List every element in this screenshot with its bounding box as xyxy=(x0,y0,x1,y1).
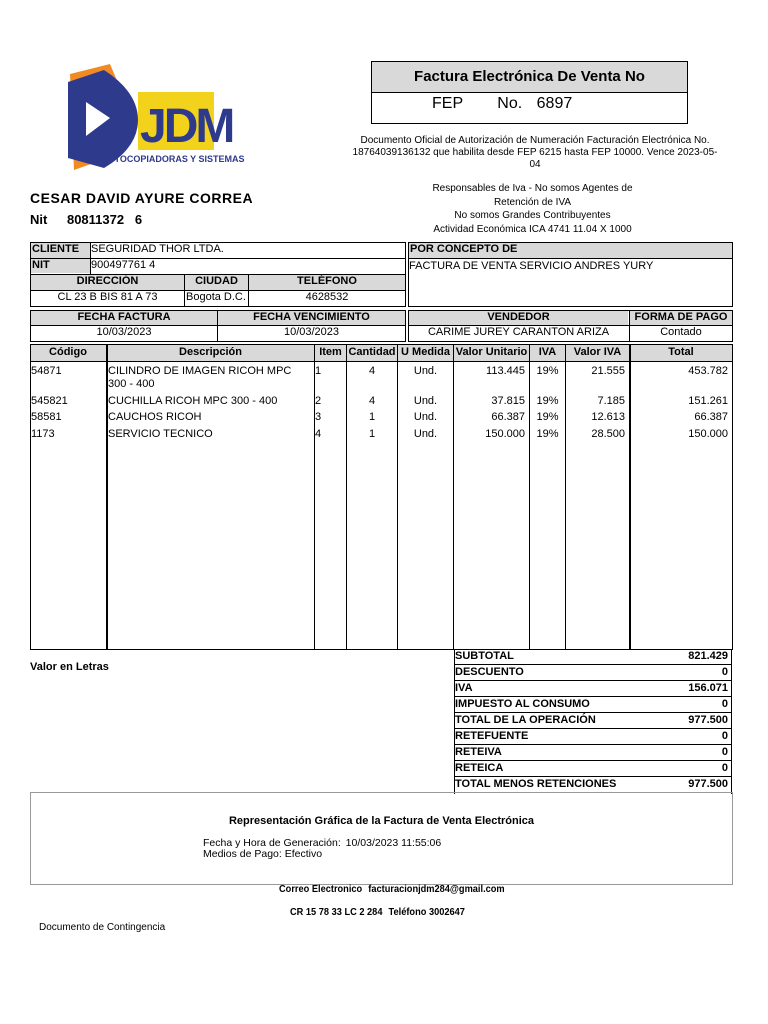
nit-label: NIT xyxy=(31,259,90,273)
invoice-number-line xyxy=(432,95,572,113)
telefono-value: 4628532 xyxy=(305,291,349,303)
authorization-line-2: 18764039136132 que habilita desde FEP 6215 hasta FEP 10000. Vence 2023-05- xyxy=(352,147,718,158)
subtotal-value: 821.429 xyxy=(688,650,728,662)
fecha-factura-label: FECHA FACTURA xyxy=(31,311,217,325)
iva-value: 156.071 xyxy=(688,682,728,694)
footer-email-value: facturacionjdm284@gmail.com xyxy=(368,883,505,895)
row-descripcion: CAUCHOS RICOH xyxy=(108,411,202,423)
row-descripcion: CUCHILLA RICOH MPC 300 - 400 xyxy=(108,395,278,407)
row-valor-iva: 12.613 xyxy=(591,411,625,423)
row-valor-iva: 28.500 xyxy=(591,428,625,440)
row-cantidad: 1 xyxy=(368,428,376,440)
row-cantidad: 4 xyxy=(368,365,376,377)
invoice-prefix: FEP xyxy=(432,95,463,112)
vendedor-label: VENDEDOR xyxy=(409,311,628,325)
header-valor-iva: Valor IVA xyxy=(573,346,622,358)
row-item: 4 xyxy=(315,428,322,440)
cliente-value: SEGURIDAD THOR LTDA. xyxy=(91,243,224,255)
row-total: 66.387 xyxy=(694,411,728,423)
reteiva-value: 0 xyxy=(721,746,728,758)
row-descripcion: SERVICIO TECNICO xyxy=(108,428,213,440)
tax-info-line-2: Retención de IVA xyxy=(493,196,572,208)
issuer-nit-label: Nit xyxy=(30,212,48,227)
impuesto-consumo-label: IMPUESTO AL CONSUMO xyxy=(455,698,590,710)
row-valor-iva: 7.185 xyxy=(597,395,625,407)
row-iva: 19% xyxy=(536,411,559,423)
footer-email xyxy=(279,883,505,895)
row-codigo: 58581 xyxy=(31,411,62,423)
reteica-value: 0 xyxy=(721,762,728,774)
ciudad-label: CIUDAD xyxy=(185,275,248,290)
header-valor-unitario: Valor Unitario xyxy=(455,346,528,358)
invoice-title-box xyxy=(371,61,688,124)
row-codigo: 545821 xyxy=(31,395,68,407)
authorization-line-3: 04 xyxy=(529,159,541,170)
tax-info xyxy=(400,182,665,236)
iva-label: IVA xyxy=(455,682,473,694)
row-total: 453.782 xyxy=(688,365,728,377)
header-codigo: Código xyxy=(49,346,87,358)
totals-row-reteica xyxy=(454,761,732,777)
invoice-no-label: No. xyxy=(497,95,523,112)
retefuente-label: RETEFUENTE xyxy=(455,730,529,742)
totals-row-reteiva xyxy=(454,745,732,761)
row-umedida: Und. xyxy=(413,411,438,423)
row-valor-iva: 21.555 xyxy=(591,365,625,377)
total-operacion-value: 977.500 xyxy=(688,714,728,726)
logo-tagline: FOTOCOPIADORAS Y SISTEMAS xyxy=(102,154,245,164)
forma-pago-value: Contado xyxy=(660,326,702,338)
representation-title: Representación Gráfica de la Factura de Venta Electrónica xyxy=(228,815,535,827)
footer-phone-value: 3002647 xyxy=(428,906,465,918)
row-valor-unitario: 66.387 xyxy=(491,411,525,423)
cliente-label: CLIENTE xyxy=(31,243,90,258)
tax-info-line-4: Actividad Económica ICA 4741 11.04 X 1000 xyxy=(433,223,632,235)
header-iva: IVA xyxy=(538,346,557,358)
invoice-number: 6897 xyxy=(536,95,573,112)
totals-row-total-operacion xyxy=(454,713,732,729)
generation-date-label: Fecha y Hora de Generación: xyxy=(203,837,341,849)
authorization-line-1: Documento Oficial de Autorización de Numeración Facturación Electrónica No. xyxy=(360,135,710,146)
generation-date-value: 10/03/2023 11:55:06 xyxy=(345,837,442,849)
medios-pago-value: Efectivo xyxy=(284,848,323,860)
descuento-label: DESCUENTO xyxy=(455,666,524,678)
tax-info-line-1: Responsables de Iva - No somos Agentes de xyxy=(432,183,633,194)
footer-address xyxy=(290,906,465,918)
issuer-nit-value: 80811372 6 xyxy=(66,212,143,227)
totals-row-total-menos-retenciones xyxy=(454,777,732,793)
row-cantidad: 4 xyxy=(368,395,376,407)
contingency-note: Documento de Contingencia xyxy=(39,922,166,933)
total-menos-retenciones-label: TOTAL MENOS RETENCIONES xyxy=(455,778,617,790)
totals-row-descuento xyxy=(454,665,732,681)
row-codigo: 1173 xyxy=(31,428,55,440)
telefono-label: TELÉFONO xyxy=(249,275,405,290)
reteica-label: RETEICA xyxy=(455,762,504,774)
row-total: 151.261 xyxy=(688,395,728,407)
header-item: Item xyxy=(319,346,342,358)
issuer-name: CESAR DAVID AYURE CORREA xyxy=(30,190,254,206)
row-descripcion-cont: 300 - 400 xyxy=(108,378,155,390)
tax-info-line-3: No somos Grandes Contribuyentes xyxy=(454,210,611,221)
row-iva: 19% xyxy=(536,365,559,377)
row-cantidad: 1 xyxy=(368,411,376,423)
footer-phone-label: Teléfono xyxy=(388,906,427,918)
descuento-value: 0 xyxy=(721,666,728,678)
vendedor-value: CARIME JUREY CARANTON ARIZA xyxy=(427,326,610,338)
totals-row-retefuente xyxy=(454,729,732,745)
total-operacion-label: TOTAL DE LA OPERACIÓN xyxy=(455,714,596,726)
fecha-vencimiento-value: 10/03/2023 xyxy=(283,326,340,338)
footer-email-label: Correo Electronico xyxy=(279,883,363,895)
nit-value: 900497761 4 xyxy=(91,259,156,271)
row-item: 3 xyxy=(315,411,322,423)
row-umedida: Und. xyxy=(413,395,438,407)
row-umedida: Und. xyxy=(413,365,438,377)
invoice-title: Factura Electrónica De Venta No xyxy=(372,62,687,93)
fecha-vencimiento-label: FECHA VENCIMIENTO xyxy=(218,311,405,325)
totals-row-impuesto-consumo xyxy=(454,697,732,713)
row-iva: 19% xyxy=(536,428,559,440)
subtotal-label: SUBTOTAL xyxy=(455,650,514,662)
row-item: 2 xyxy=(315,395,322,407)
row-umedida: Und. xyxy=(413,428,438,440)
header-total: Total xyxy=(668,346,694,358)
company-logo xyxy=(64,62,245,174)
totals-row-subtotal xyxy=(454,649,732,665)
concepto-value: FACTURA DE VENTA SERVICIO ANDRES YURY xyxy=(409,260,654,272)
medios-pago xyxy=(203,848,322,860)
issuer-nit xyxy=(30,212,142,227)
forma-pago-label: FORMA DE PAGO xyxy=(630,311,732,325)
row-iva: 19% xyxy=(536,395,559,407)
total-menos-retenciones-value: 977.500 xyxy=(688,778,728,790)
footer-address-value: CR 15 78 33 LC 2 284 xyxy=(290,906,383,918)
authorization-text xyxy=(340,135,730,171)
direccion-label: DIRECCIÓN xyxy=(31,275,184,290)
row-descripcion: CILINDRO DE IMAGEN RICOH MPC xyxy=(108,365,292,377)
row-valor-unitario: 150.000 xyxy=(485,428,525,440)
header-descripcion: Descripción xyxy=(179,346,242,358)
row-codigo: 54871 xyxy=(31,365,62,377)
row-item: 1 xyxy=(315,365,322,377)
direccion-value: CL 23 B BIS 81 A 73 xyxy=(57,291,158,303)
row-total: 150.000 xyxy=(688,428,728,440)
concepto-label: POR CONCEPTO DE xyxy=(409,243,732,258)
totals-row-iva xyxy=(454,681,732,697)
svg-text:JDM: JDM xyxy=(140,100,233,153)
medios-pago-label: Medios de Pago: xyxy=(203,848,282,860)
valor-letras-label: Valor en Letras xyxy=(30,661,109,673)
impuesto-consumo-value: 0 xyxy=(721,698,728,710)
retefuente-value: 0 xyxy=(721,730,728,742)
fecha-factura-value: 10/03/2023 xyxy=(96,326,152,338)
header-umedida: U Medida xyxy=(401,346,450,358)
row-valor-unitario: 113.445 xyxy=(486,365,525,377)
row-valor-unitario: 37.815 xyxy=(491,395,525,407)
header-cantidad: Cantidad xyxy=(348,346,396,358)
reteiva-label: RETEIVA xyxy=(455,746,502,758)
ciudad-value: Bogota D.C. xyxy=(186,291,246,303)
